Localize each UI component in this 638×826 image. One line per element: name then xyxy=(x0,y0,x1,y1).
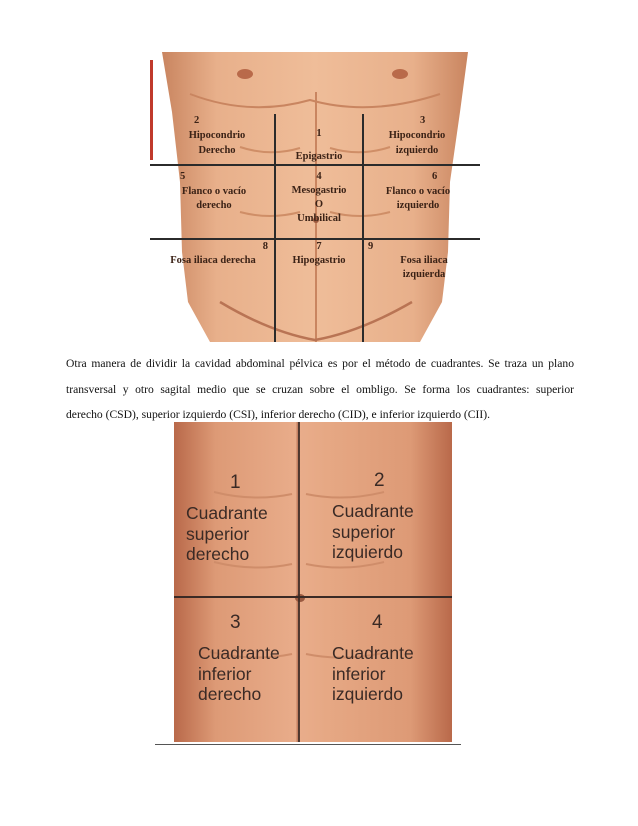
quadrant-name-line3: izquierdo xyxy=(332,684,404,704)
region-number: 3 xyxy=(420,115,426,126)
quadrant-name-line2: superior xyxy=(186,523,250,544)
quadrant-name-line2: superior xyxy=(332,521,396,542)
region-number: 8 xyxy=(262,241,268,252)
abdominal-quadrants-figure xyxy=(174,422,452,742)
quadrant-label-3 xyxy=(198,612,280,705)
quadrant-name-line3: derecho xyxy=(198,684,262,704)
quadrant-name-line2: inferior xyxy=(332,663,386,684)
region-name: Hipogastrio xyxy=(292,255,346,266)
transverse-plane-line xyxy=(174,596,452,598)
region-number: 7 xyxy=(316,241,322,252)
region-label-3 xyxy=(372,114,462,158)
quadrant-name-line2: inferior xyxy=(198,663,252,684)
quadrant-number: 1 xyxy=(230,472,241,493)
quadrant-name: Cuadrante xyxy=(332,643,414,663)
region-number: 9 xyxy=(368,241,374,252)
region-name-line3: Umbilical xyxy=(297,213,341,224)
red-margin-bar xyxy=(150,60,153,160)
region-number: 5 xyxy=(180,171,186,182)
quadrant-label-2 xyxy=(332,470,414,563)
region-name: Epigastrio xyxy=(295,151,343,162)
region-name: Mesogastrio xyxy=(291,185,347,196)
region-label-6 xyxy=(368,170,468,213)
region-name: Flanco o vacío xyxy=(385,186,451,197)
region-number: 2 xyxy=(194,115,200,126)
quadrant-number: 2 xyxy=(374,470,385,491)
region-name: Hipocondrio xyxy=(188,130,246,141)
region-number: 1 xyxy=(316,128,322,139)
region-name-line2: izquierda xyxy=(402,269,446,280)
quadrant-number: 4 xyxy=(372,612,383,633)
paragraph-line: Otra manera de dividir la cavidad abdominal pélvica es por el método de cuadrantes. Se traza un plano xyxy=(66,357,574,370)
region-name-line2: izquierdo xyxy=(396,200,440,211)
quadrant-name-line3: derecho xyxy=(186,544,250,564)
region-label-5 xyxy=(164,170,264,213)
abdominal-regions-figure xyxy=(150,52,480,342)
region-number: 6 xyxy=(432,171,438,182)
quadrant-label-1 xyxy=(186,472,268,565)
quadrant-name: Cuadrante xyxy=(186,503,268,523)
region-name: Flanco o vacío xyxy=(181,186,247,197)
grid-line-right xyxy=(362,114,364,342)
quadrant-number: 3 xyxy=(230,612,241,633)
region-label-2 xyxy=(170,114,264,158)
region-label-8 xyxy=(154,240,272,268)
figure-underline xyxy=(155,744,461,745)
region-label-1 xyxy=(276,127,362,164)
region-label-9 xyxy=(366,240,462,282)
region-label-7 xyxy=(276,240,362,268)
quadrant-label-4 xyxy=(332,612,414,705)
region-name-line2: O xyxy=(314,199,324,210)
body-paragraph xyxy=(66,351,574,428)
region-name-line2: Derecho xyxy=(198,145,236,156)
quadrant-name: Cuadrante xyxy=(332,501,414,521)
quadrant-name-line3: izquierdo xyxy=(332,542,404,562)
paragraph-line: derecho (CSD), superior izquierdo (CSI), inferior derecho (CID), e inferior izquierdo (CII). xyxy=(66,408,490,421)
region-label-4 xyxy=(276,170,362,226)
quadrant-name: Cuadrante xyxy=(198,643,280,663)
region-name: Fosa iliaca derecha xyxy=(170,255,256,266)
region-name-line2: izquierdo xyxy=(395,145,439,156)
grid-line-top xyxy=(150,164,480,166)
paragraph-line: transversal y otro sagital medio que se cruzan sobre el ombligo. Se forma los cuadrantes: superior xyxy=(66,382,574,396)
region-name: Fosa iliaca xyxy=(400,255,448,266)
region-name: Hipocondrio xyxy=(388,130,446,141)
sagittal-plane-line xyxy=(298,422,300,742)
region-name-line2: derecho xyxy=(196,200,232,211)
region-number: 4 xyxy=(316,171,322,182)
